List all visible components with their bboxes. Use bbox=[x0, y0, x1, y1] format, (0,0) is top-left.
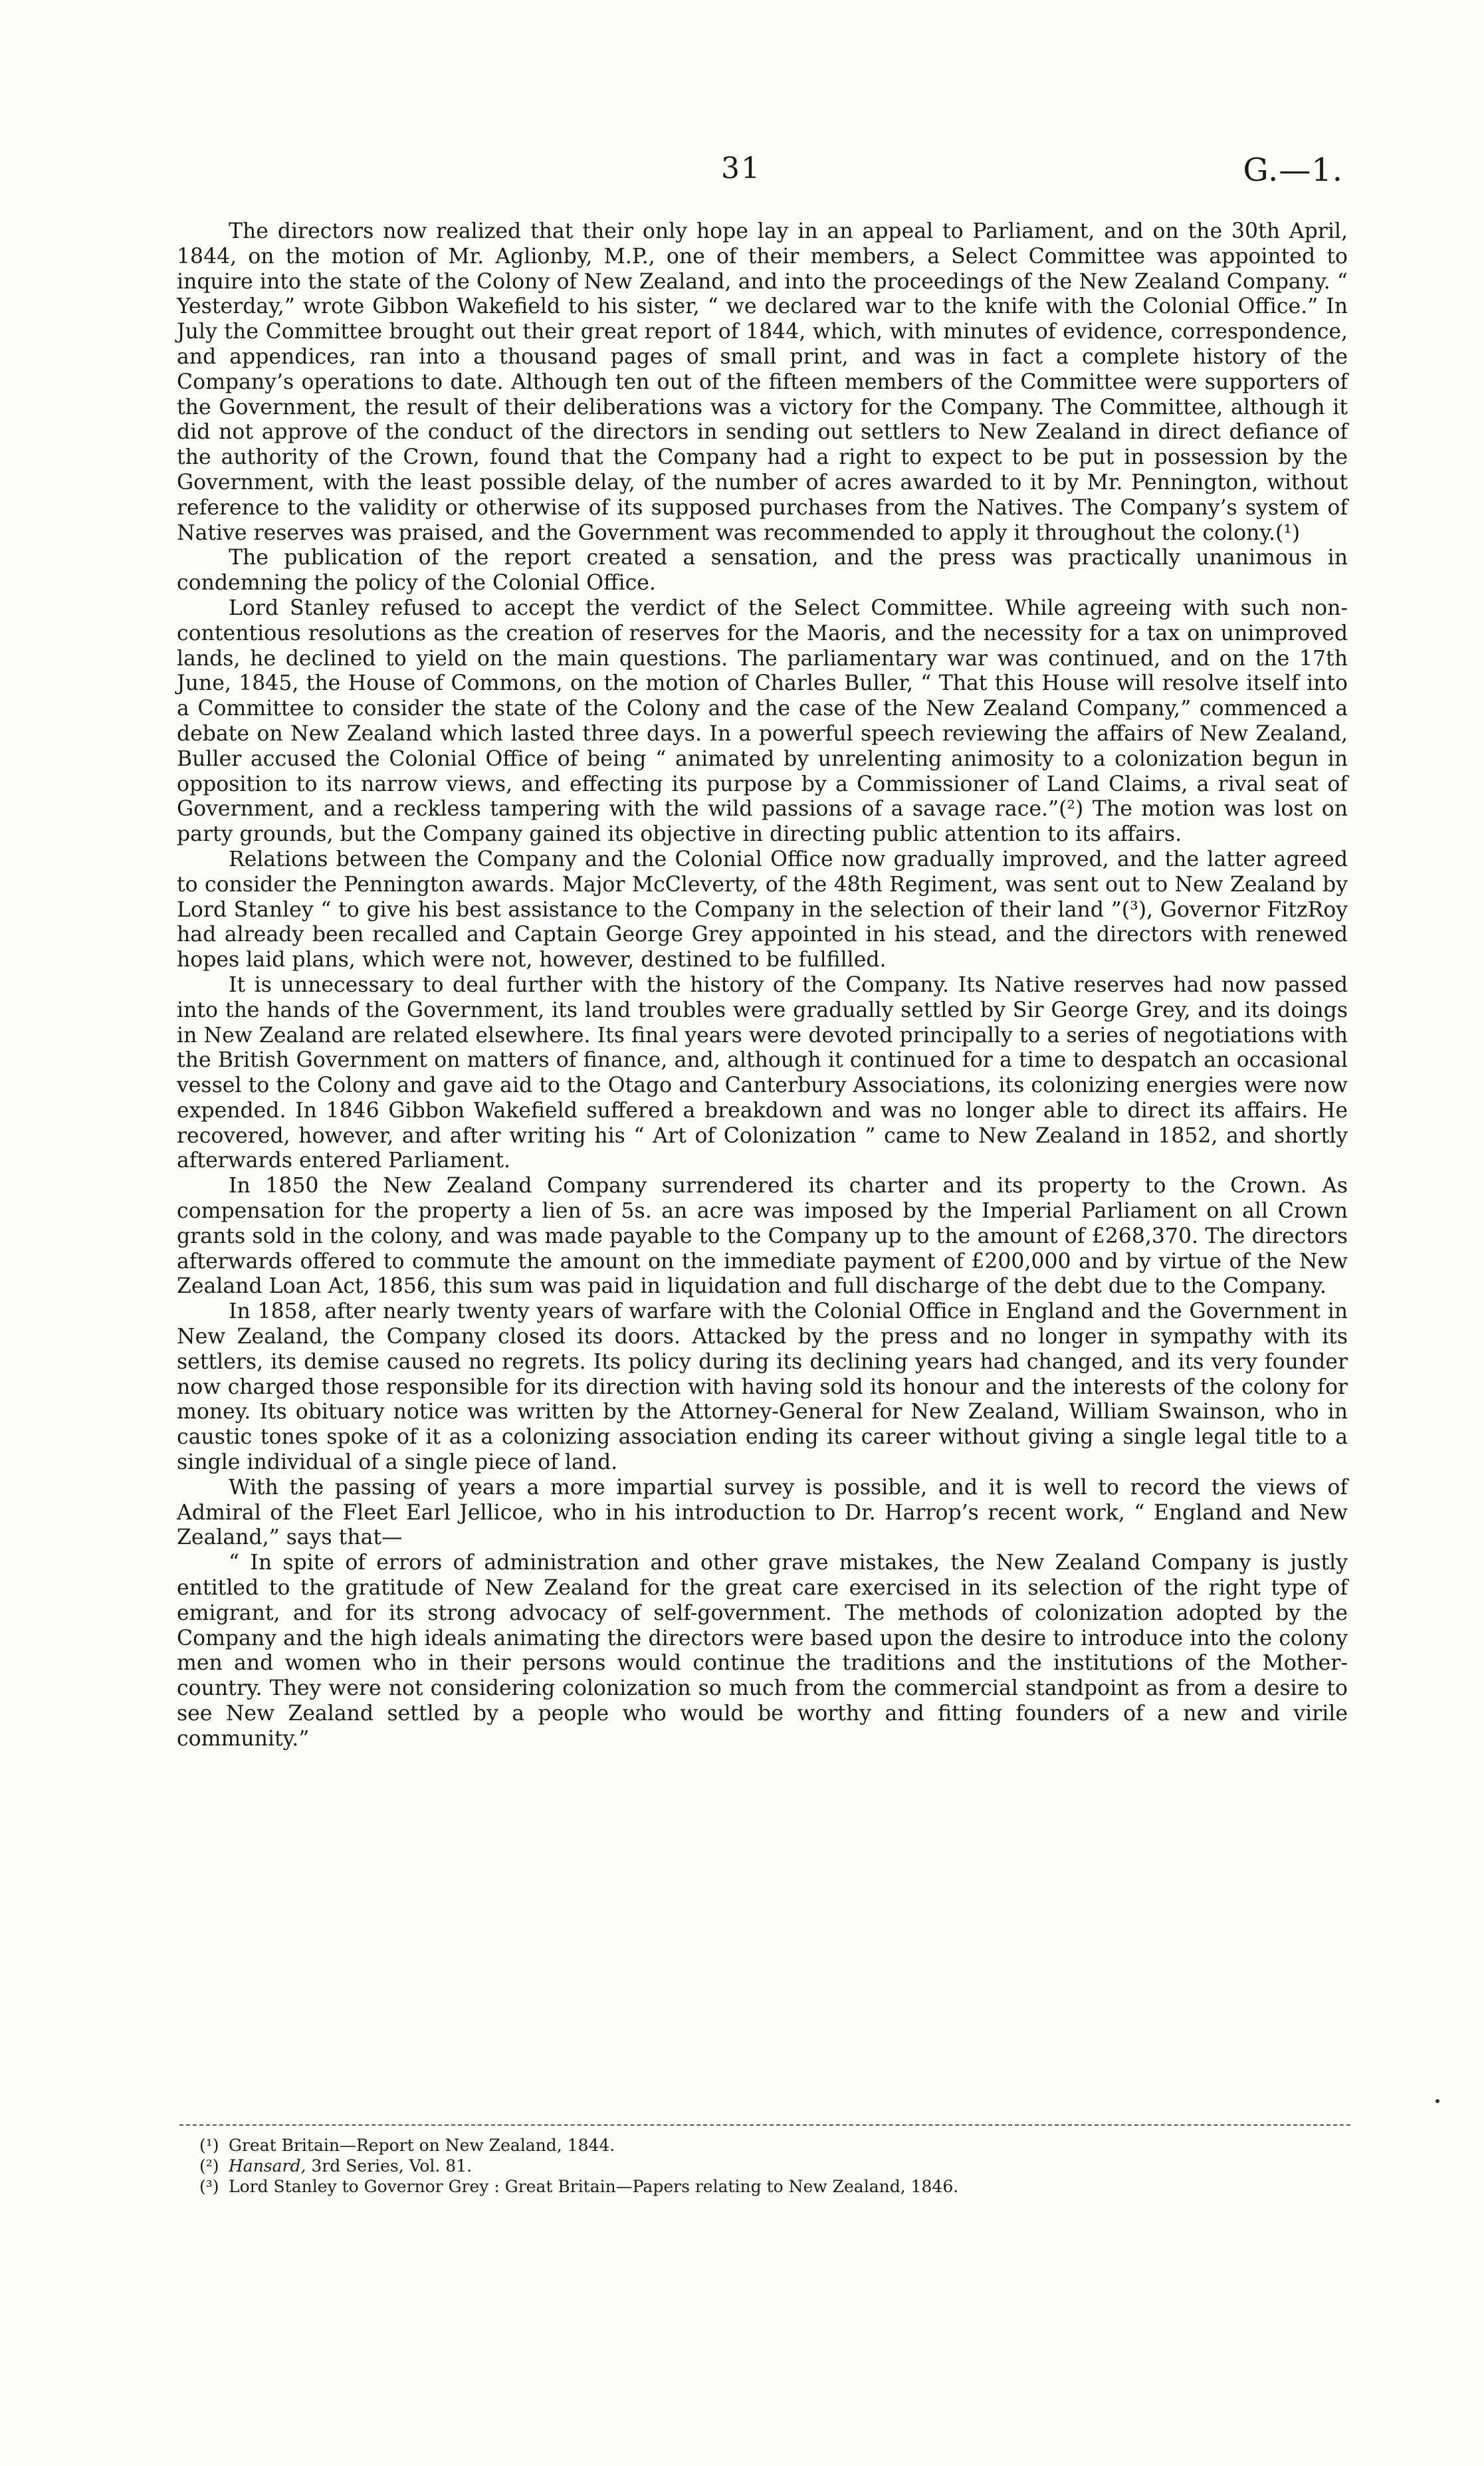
footnote-text bbox=[229, 2135, 1329, 2156]
footnote-text bbox=[229, 2156, 1329, 2176]
footnote-mark: (¹) bbox=[199, 2136, 219, 2155]
footnote-1 bbox=[199, 2135, 1329, 2156]
paragraph-report-publication: The publication of the report created a sensation, and the press was practically unanimous in condemning the policy of the Colonial Office. bbox=[177, 546, 1348, 596]
footnote-body: Great Britain—Report on New Zealand, 1844. bbox=[229, 2136, 615, 2155]
print-speck bbox=[1435, 2099, 1439, 2103]
footnote-mark: (³) bbox=[199, 2177, 219, 2196]
footnote-text bbox=[229, 2176, 1329, 2197]
paragraph-company-closure: In 1858, after nearly twenty years of warfare with the Colonial Office in England and the Government in New Zealand, the Company closed its doors. Attacked by the press and no longer in sympathy with its settlers, its demise caused no regrets. Its policy during its declining years had changed, and its very founder now charged those responsible for its direction with having sold its honour and the interests of the colony for money. Its obituary notice was written by the Attorney-General for New Zealand, William Swainson, who in caustic tones spoke of it as a colonizing association ending its career without giving a single legal title to a single individual of a single piece of land. bbox=[177, 1299, 1348, 1475]
paragraph-charter-surrender: In 1850 the New Zealand Company surrendered its charter and its property to the Crown. As compensation for the property a lien of 5s. an acre was imposed by the Imperial Parliament on all Crown grants sold in the colony, and was made payable to the Company up to the amount of £268,370. The directors afterwards offered to commute the amount on the immediate payment of £200,000 and by virtue of the New Zealand Loan Act, 1856, this sum was paid in liquidation and full discharge of the debt due to the Company. bbox=[177, 1174, 1348, 1299]
paragraph-relations-improved: Relations between the Company and the Colonial Office now gradually improved, and the latter agreed to consider the Pennington awards. Major McCleverty, of the 48th Regiment, was sent out to New Zealand by Lord Stanley “ to give his best assistance to the Company in the selection of their land ”(³), Governor FitzRoy had already been recalled and Captain George Grey appointed in his stead, and the directors with renewed hopes laid plans, which were not, however, destined to be fulfilled. bbox=[177, 847, 1348, 972]
footnote-3 bbox=[199, 2176, 1329, 2197]
footnote-mark: (²) bbox=[199, 2156, 219, 2176]
jellicoe-quotation: “ In spite of errors of administration and other grave mistakes, the New Zealand Company is justly entitled to the gratitude of New Zealand for the great care exercised in its selection of the right type of emigrant, and for its strong advocacy of self-government. The methods of colonization adopted by the Company and the high ideals animating the directors were based upon the desire to introduce into the colony men and women who in their persons would continue the traditions and the institutions of the Mother-country. They were not considering colonization so much from the commercial standpoint as from a desire to see New Zealand settled by a people who would be worthy and fitting founders of a new and virile community.” bbox=[177, 1551, 1348, 1751]
document-reference: G.—1. bbox=[1243, 152, 1343, 189]
footnote-source: Hansard, bbox=[229, 2156, 306, 2176]
footnote-body: 3rd Series, Vol. 81. bbox=[306, 2156, 473, 2176]
paragraph-lord-stanley: Lord Stanley refused to accept the verdict of the Select Committee. While agreeing with such non-contentious resolutions as the creation of reserves for the Maoris, and the necessity for a tax on unimproved lands, he declined to yield on the main questions. The parliamentary war was continued, and on the 17th June, 1845, the House of Commons, on the motion of Charles Buller, “ That this House will resolve itself into a Committee to consider the state of the Colony and the case of the New Zealand Company,” commenced a debate on New Zealand which lasted three days. In a powerful speech reviewing the affairs of New Zealand, Buller accused the Colonial Office of being “ animated by unrelenting animosity to a colonization begun in opposition to its narrow views, and effecting its purpose by a Commissioner of Land Claims, a rival seat of Government, and a reckless tampering with the wild passions of a savage race.”(²) The motion was lost on party grounds, but the Company gained its objective in directing public attention to its affairs. bbox=[177, 596, 1348, 847]
footnote-divider bbox=[179, 2124, 1350, 2126]
body-text bbox=[177, 219, 1348, 1752]
page-number: 31 bbox=[721, 152, 761, 185]
footnote-2 bbox=[199, 2156, 1329, 2176]
footnotes bbox=[199, 2135, 1329, 2197]
paragraph-select-committee: The directors now realized that their only hope lay in an appeal to Parliament, and on the 30th April, 1844, on the motion of Mr. Aglionby, M.P., one of their members, a Select Committee was appointed to inquire into the state of the Colony of New Zealand, and into the proceedings of the New Zealand Company. “ Yesterday,” wrote Gibbon Wakefield to his sister, “ we declared war to the knife with the Colonial Office.” In July the Committee brought out their great report of 1844, which, with minutes of evidence, correspondence, and appendices, ran into a thousand pages of small print, and was in fact a complete history of the Company’s operations to date. Although ten out of the fifteen members of the Committee were supporters of the Government, the result of their deliberations was a victory for the Company. The Committee, although it did not approve of the conduct of the directors in sending out settlers to New Zealand in direct defiance of the authority of the Crown, found that the Company had a right to expect to be put in possession by the Government, with the least possible delay, of the number of acres awarded to it by Mr. Pennington, without reference to the validity or otherwise of its supposed purchases from the Natives. The Company’s system of Native reserves was praised, and the Government was recommended to apply it throughout the colony.(¹) bbox=[177, 219, 1348, 545]
paragraph-impartial-survey: With the passing of years a more impartial survey is possible, and it is well to record the views of Admiral of the Fleet Earl Jellicoe, who in his introduction to Dr. Harrop’s recent work, “ England and New Zealand,” says that— bbox=[177, 1475, 1348, 1550]
footnote-body: Lord Stanley to Governor Grey : Great Britain—Papers relating to New Zealand, 1846. bbox=[229, 2177, 959, 2196]
page-header bbox=[0, 152, 1484, 191]
paragraph-company-history: It is unnecessary to deal further with the history of the Company. Its Native reserves had now passed into the hands of the Government, its land troubles were gradually settled by Sir George Grey, and its doings in New Zealand are related elsewhere. Its final years were devoted principally to a series of negotiations with the British Government on matters of finance, and, although it continued for a time to despatch an occasional vessel to the Colony and gave aid to the Otago and Canterbury Associations, its colonizing energies were now expended. In 1846 Gibbon Wakefield suffered a breakdown and was no longer able to direct its affairs. He recovered, however, and after writing his “ Art of Colonization ” came to New Zealand in 1852, and shortly afterwards entered Parliament. bbox=[177, 972, 1348, 1173]
